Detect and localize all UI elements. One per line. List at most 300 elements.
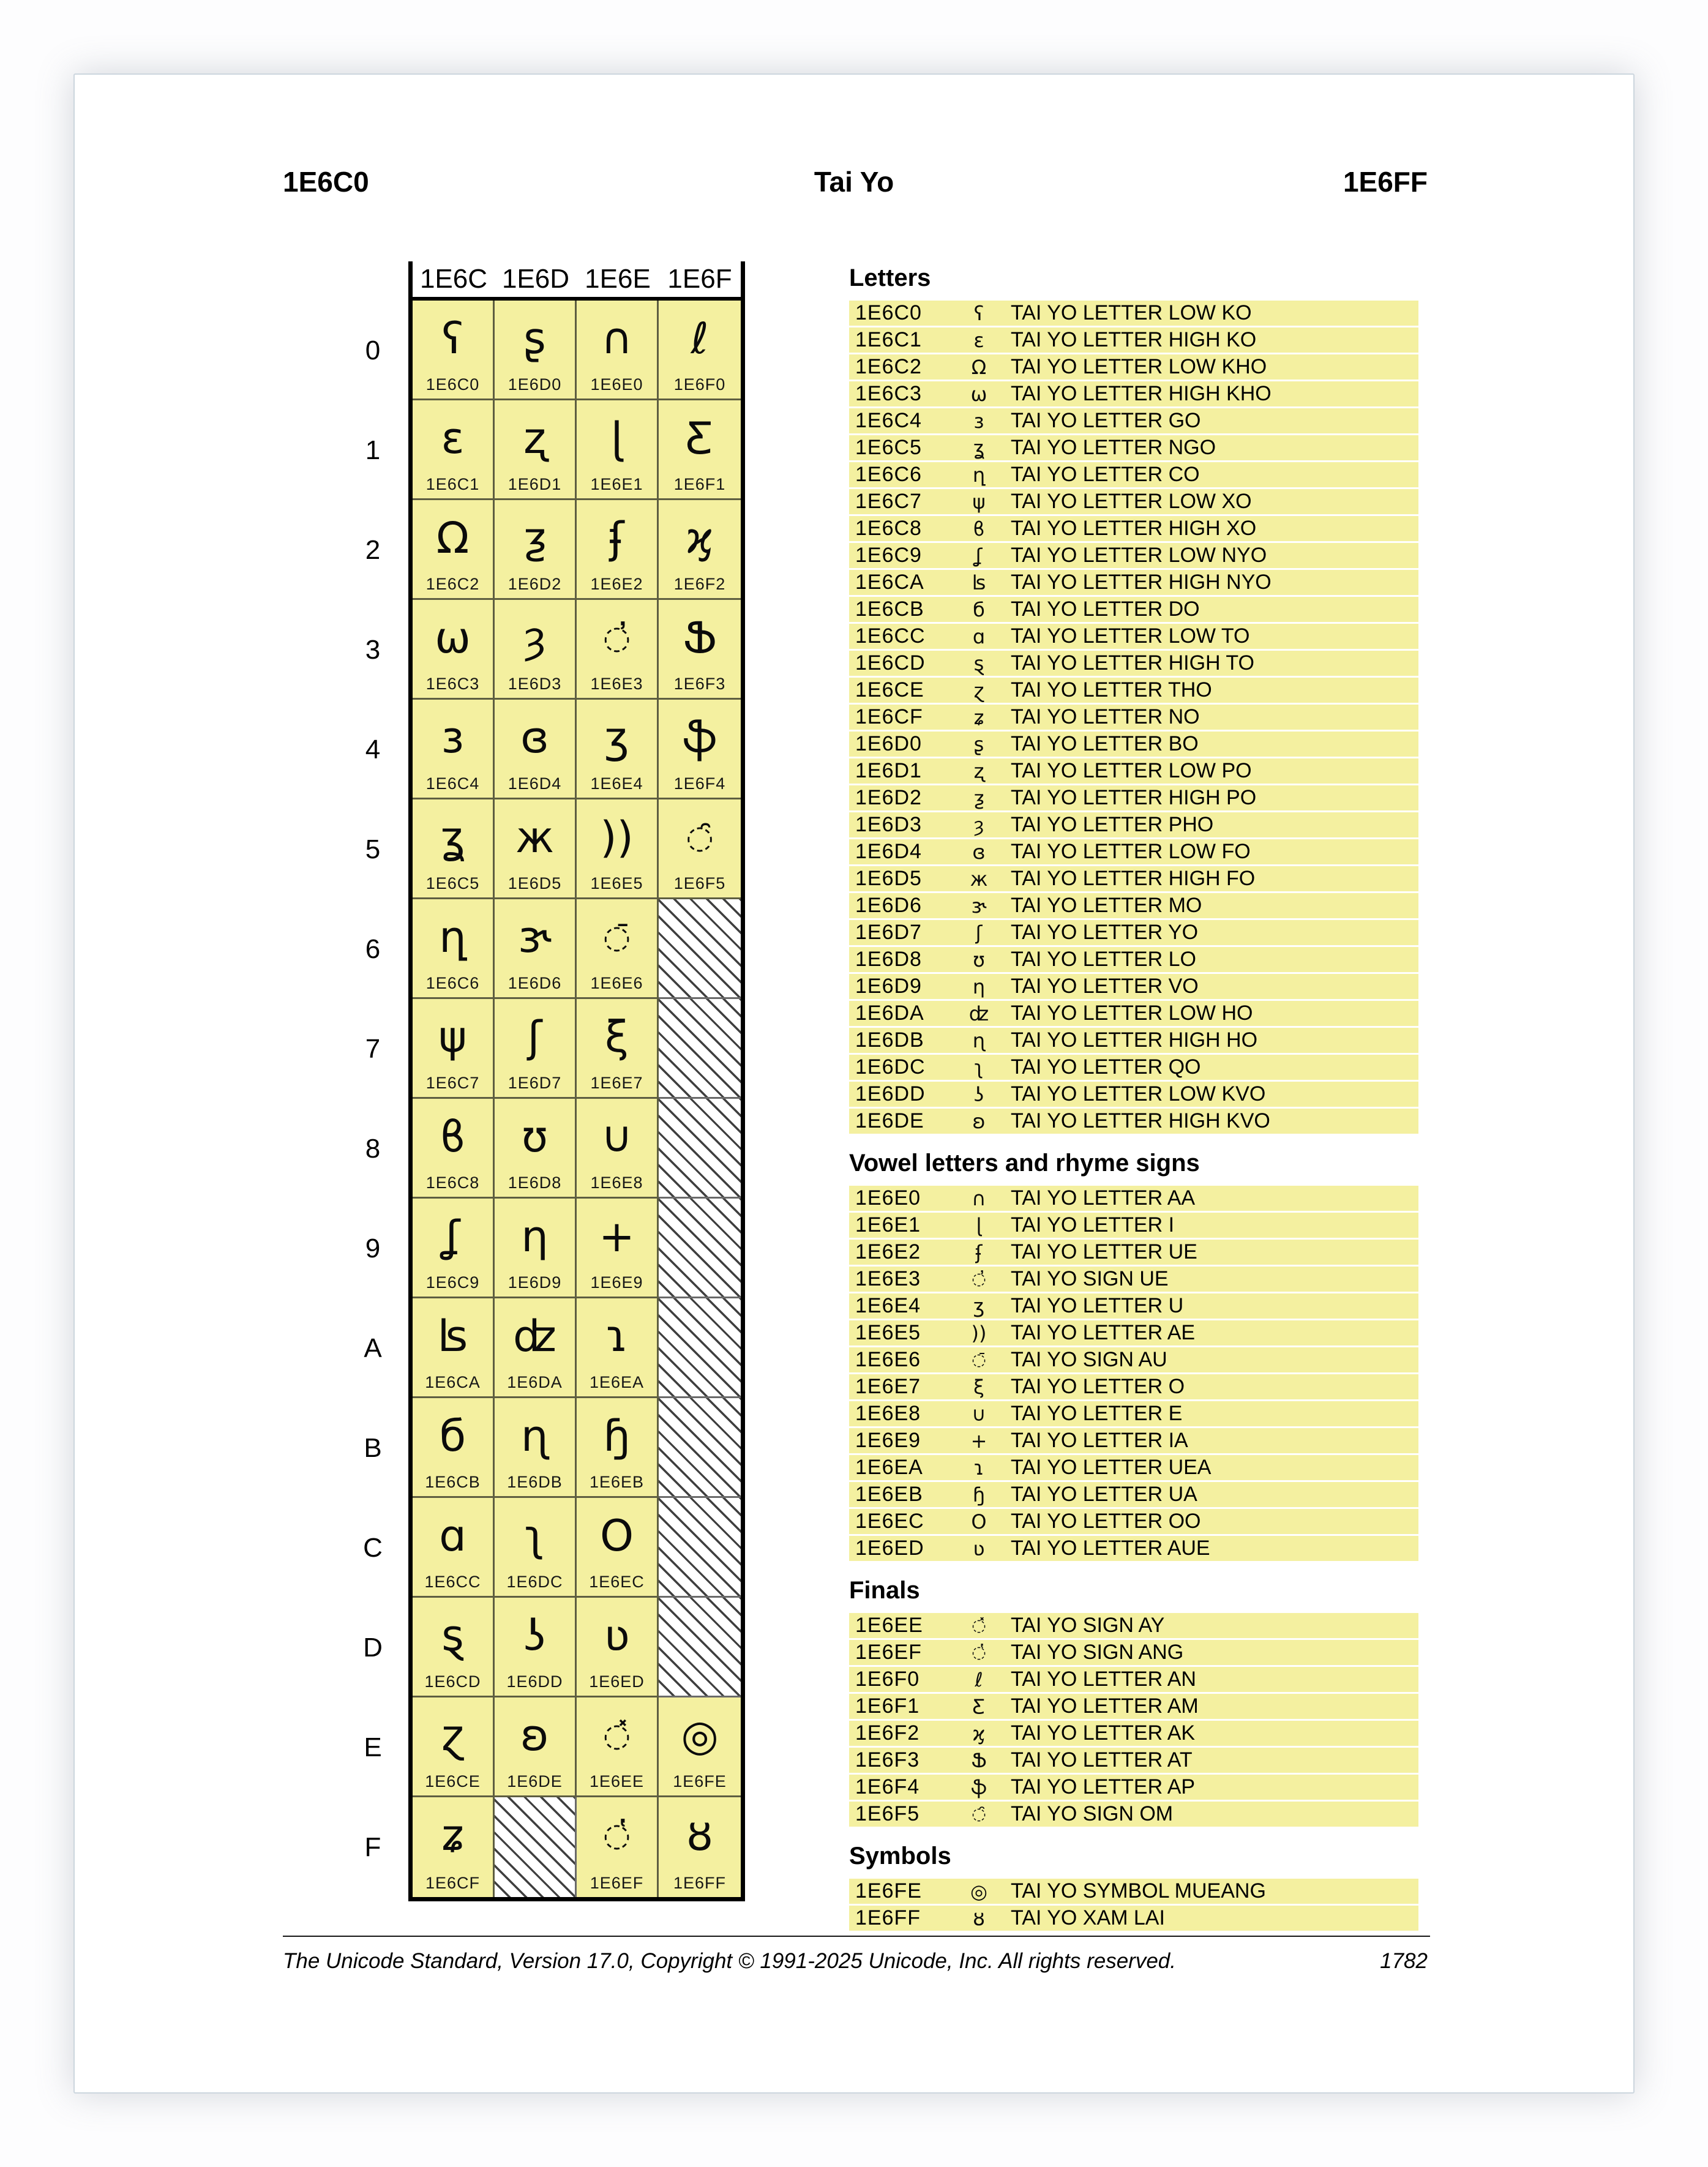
name-row (849, 1240, 1418, 1265)
name-row-code: 1E6EF (855, 1641, 922, 1664)
name-row (849, 1721, 1418, 1746)
page-title: Tai Yo (814, 166, 894, 198)
chart-cell-glyph: ȣ (686, 1810, 713, 1860)
chart-cell (659, 400, 741, 500)
name-row (849, 1109, 1418, 1134)
name-row-name: TAI YO LETTER CO (1011, 463, 1200, 486)
name-row (849, 408, 1418, 433)
chart-cell (495, 1298, 577, 1398)
name-row-name: TAI YO LETTER LOW HO (1011, 1001, 1253, 1025)
name-row (849, 1055, 1418, 1080)
chart-column-header: 1E6C (419, 264, 488, 294)
chart-cell-glyph: ʓ (440, 812, 465, 863)
chart-cell-code: 1E6DE (507, 1772, 563, 1791)
name-row-code: 1E6D9 (855, 975, 922, 998)
chart-cell-code: 1E6E7 (590, 1074, 643, 1092)
name-row-glyph: ʣ (968, 1001, 989, 1025)
name-row-glyph: )) (971, 1321, 987, 1345)
name-row-code: 1E6D3 (855, 813, 922, 836)
chart-cell-code: 1E6C4 (425, 774, 480, 793)
chart-cell (659, 1697, 741, 1797)
name-row (849, 920, 1418, 945)
name-row-code: 1E6D2 (855, 786, 922, 809)
name-row-code: 1E6C6 (855, 463, 922, 486)
chart-cell-glyph: ɝ (518, 912, 552, 962)
chart-cell-glyph: ϐ (440, 1112, 466, 1162)
name-row (849, 1293, 1418, 1319)
chart-row-label: 5 (365, 834, 381, 864)
name-row (849, 1186, 1418, 1211)
name-row-name: TAI YO SYMBOL MUEANG (1011, 1879, 1266, 1903)
chart-cell-glyph: O (599, 1511, 634, 1561)
chart-cell-glyph: ◌̄ (602, 919, 631, 956)
chart-cell (577, 1099, 659, 1199)
name-row-name: TAI YO LETTER MO (1011, 894, 1202, 917)
chart-cell-code: 1E6E0 (590, 375, 643, 394)
name-row-code: 1E6ED (855, 1536, 924, 1560)
name-row-glyph: ɛ (973, 328, 984, 352)
chart-cell (659, 600, 741, 700)
name-row-code: 1E6E8 (855, 1402, 921, 1425)
chart-cell-code: 1E6D4 (508, 774, 562, 793)
name-row-glyph: ʆ (975, 544, 983, 567)
name-row-glyph: ϗ (972, 1721, 986, 1745)
chart-cell (495, 999, 577, 1099)
chart-cell-glyph: ʊ (521, 1112, 549, 1162)
name-row-code: 1E6D6 (855, 894, 922, 917)
chart-cell (413, 700, 495, 799)
chart-cell-glyph: ʆ (445, 1211, 460, 1262)
chart-cell-glyph: ղ (439, 912, 466, 962)
name-row-name: TAI YO LETTER AP (1011, 1775, 1196, 1798)
name-row-glyph: ɧ (972, 1483, 986, 1506)
name-row-name: TAI YO LETTER AA (1011, 1186, 1196, 1210)
name-row (849, 1906, 1418, 1931)
name-row-name: TAI YO LETTER HIGH KHO (1011, 382, 1272, 405)
chart-cell-glyph: ƺ (523, 513, 546, 563)
names-list (849, 263, 1418, 1933)
chart-cell (495, 799, 577, 899)
name-row-code: 1E6E1 (855, 1213, 921, 1237)
chart-cell-glyph: ʕ (441, 313, 464, 364)
name-row-glyph: ◌̓ (972, 1270, 986, 1289)
name-row-name: TAI YO LETTER AE (1011, 1321, 1196, 1344)
name-row-code: 1E6F4 (855, 1775, 920, 1798)
name-row (849, 1001, 1418, 1026)
chart-cell-glyph: Ω (436, 513, 470, 563)
name-row-glyph: ʕ (973, 301, 984, 325)
chart-cell (413, 899, 495, 999)
name-row-code: 1E6FF (855, 1906, 921, 1929)
name-row-name: TAI YO LETTER UEA (1011, 1456, 1212, 1479)
name-row-code: 1E6EE (855, 1614, 923, 1637)
chart-cell-glyph: ◎ (681, 1710, 719, 1761)
chart-row-label: A (364, 1333, 382, 1363)
name-row-name: TAI YO LETTER NO (1011, 705, 1200, 728)
chart-cell-code: 1E6D2 (508, 575, 562, 593)
chart-cell (413, 1199, 495, 1298)
name-row-name: TAI YO LETTER AM (1011, 1694, 1199, 1718)
name-row-glyph: ƞ (972, 975, 986, 998)
name-row-code: 1E6C1 (855, 328, 922, 351)
chart-cell (413, 799, 495, 899)
name-row-name: TAI YO LETTER HIGH FO (1011, 867, 1256, 890)
name-row-name: TAI YO SIGN ANG (1011, 1641, 1184, 1664)
name-row-name: TAI YO LETTER AUE (1011, 1536, 1210, 1560)
chart-row-label: 9 (365, 1233, 381, 1263)
header-end-code: 1E6FF (1343, 166, 1428, 198)
name-row (849, 570, 1418, 595)
chart-cell-code: 1E6EC (589, 1573, 645, 1591)
name-row-name: TAI YO LETTER U (1011, 1294, 1184, 1317)
name-row-glyph: ʅ (974, 1055, 984, 1079)
chart-row-label: 6 (365, 934, 381, 964)
name-row-code: 1E6EB (855, 1483, 923, 1506)
name-row (849, 462, 1418, 487)
name-row (849, 1213, 1418, 1238)
chart-cell-code: 1E6D0 (508, 375, 562, 394)
chart-cell-unassigned (659, 1598, 741, 1697)
chart-cell-glyph: ɛ (441, 413, 465, 463)
name-row-glyph: ʋ (973, 1536, 985, 1560)
name-row-glyph: Ƹ (972, 1694, 986, 1718)
chart-cell-glyph: ɭ (610, 413, 623, 463)
chart-cell-glyph: ◌̑ (686, 819, 714, 856)
name-row-glyph: ◌̑ (972, 1805, 986, 1824)
name-row-name: TAI YO LETTER I (1011, 1213, 1175, 1237)
name-row-code: 1E6DC (855, 1055, 926, 1079)
chart-cell (413, 1797, 495, 1897)
chart-cell-glyph: ◌̓ (602, 619, 631, 656)
chart-cell-code: 1E6C2 (425, 575, 480, 593)
name-row-code: 1E6EA (855, 1456, 923, 1479)
chart-cell-glyph: + (599, 1211, 635, 1262)
chart-cell (495, 500, 577, 600)
name-row-code: 1E6CF (855, 705, 923, 728)
chart-cell-glyph: ȝ (523, 613, 546, 663)
chart-cell (577, 799, 659, 899)
name-row (849, 516, 1418, 541)
chart-cell (577, 1598, 659, 1697)
chart-cell-code: 1E6C6 (425, 974, 480, 992)
name-row-glyph: ◌̔ (972, 1643, 986, 1662)
chart-cell-glyph: ∪ (601, 1112, 633, 1162)
chart-cell-code: 1E6EE (589, 1772, 645, 1791)
name-row-name: TAI YO LETTER HIGH NYO (1011, 571, 1272, 594)
chart-cell (413, 1498, 495, 1598)
name-row-code: 1E6CC (855, 624, 926, 648)
name-row-glyph: ֆ (971, 1775, 987, 1799)
chart-column-headers (408, 261, 745, 297)
chart-cell (413, 1398, 495, 1498)
name-row-glyph: ղ (972, 463, 986, 487)
chart-cell-glyph: б (439, 1411, 466, 1461)
name-row-code: 1E6C4 (855, 409, 922, 432)
chart-cell-code: 1E6C1 (425, 475, 480, 493)
chart-column-header: 1E6D (501, 264, 570, 294)
chart-cell (495, 1697, 577, 1797)
chart-cell-code: 1E6D5 (508, 874, 562, 893)
chart-cell (577, 301, 659, 400)
name-row-code: 1E6CA (855, 571, 924, 594)
chart-column-header: 1E6F (667, 264, 732, 294)
name-row (849, 1267, 1418, 1292)
name-row-code: 1E6D8 (855, 948, 922, 971)
name-row-glyph: ʓ (973, 436, 985, 460)
chart-cell-glyph: ʖ (523, 1611, 546, 1661)
chart-cell (413, 500, 495, 600)
chart-row-label: 7 (365, 1033, 381, 1064)
name-row-code: 1E6E4 (855, 1294, 921, 1317)
chart-cell-unassigned (659, 1298, 741, 1398)
name-row-name: TAI YO LETTER E (1011, 1402, 1183, 1425)
name-row-glyph: ℓ (975, 1667, 983, 1691)
name-row-name: TAI YO LETTER LOW PO (1011, 759, 1252, 782)
chart-cell-glyph: ʚ (520, 1710, 549, 1761)
chart-cell (495, 700, 577, 799)
name-row-glyph: O (971, 1510, 987, 1533)
chart-cell-glyph: ʑ (441, 1810, 464, 1860)
name-row-code: 1E6E7 (855, 1375, 921, 1398)
chart-cell-code: 1E6C5 (425, 874, 480, 893)
name-row-glyph: Ֆ (971, 1748, 987, 1772)
name-row-code: 1E6C3 (855, 382, 922, 405)
name-row (849, 1401, 1418, 1426)
name-row (849, 812, 1418, 837)
name-row (849, 651, 1418, 676)
chart-cell-code: 1E6F5 (673, 874, 726, 893)
name-row (849, 1509, 1418, 1534)
name-row-glyph: ɀ (973, 678, 984, 702)
chart-cell (577, 1298, 659, 1398)
chart-cell-glyph: ◌̽ (602, 1717, 631, 1754)
chart-cell-unassigned (659, 1099, 741, 1199)
chart-cell-code: 1E6E6 (590, 974, 643, 992)
name-row-code: 1E6C2 (855, 355, 922, 378)
name-row-glyph: ɿ (973, 1456, 984, 1480)
name-row (849, 381, 1418, 406)
name-row (849, 1455, 1418, 1480)
chart-cell-code: 1E6CE (425, 1772, 481, 1791)
chart-cell-glyph: ʪ (437, 1311, 468, 1361)
chart-cell-code: 1E6DA (507, 1373, 563, 1391)
chart-cell-glyph: ɞ (520, 713, 549, 763)
chart-cell (495, 600, 577, 700)
name-row-code: 1E6E3 (855, 1267, 921, 1290)
name-row-name: TAI YO XAM LAI (1011, 1906, 1165, 1929)
chart-cell-code: 1E6E9 (590, 1273, 643, 1292)
name-row-glyph: ɭ (976, 1213, 982, 1237)
name-row (849, 301, 1418, 326)
name-row-name: TAI YO LETTER BO (1011, 732, 1199, 755)
chart-cell (413, 301, 495, 400)
chart-cell (659, 1797, 741, 1897)
name-row-name: TAI YO LETTER YO (1011, 921, 1199, 944)
chart-cell-code: 1E6FE (673, 1772, 727, 1791)
chart-row-label: 1 (365, 435, 381, 465)
chart-cell-code: 1E6D8 (508, 1173, 562, 1192)
chart-cell (577, 999, 659, 1099)
name-row-glyph: ȿ (973, 651, 984, 675)
chart-cell-code: 1E6D6 (508, 974, 562, 992)
name-row (849, 1640, 1418, 1665)
chart-cell-code: 1E6D1 (508, 475, 562, 493)
chart-cell-glyph: ɀ (441, 1710, 464, 1761)
chart-cell (577, 700, 659, 799)
name-row-glyph: ∩ (972, 1186, 986, 1210)
name-row-name: TAI YO SIGN UE (1011, 1267, 1169, 1290)
chart-cell-code: 1E6CA (425, 1373, 481, 1391)
chart-cell (659, 500, 741, 600)
name-row-glyph: + (970, 1429, 987, 1453)
chart-cell (495, 899, 577, 999)
name-row-name: TAI YO LETTER UE (1011, 1240, 1197, 1263)
chart-row-label: 3 (365, 634, 381, 665)
name-row-code: 1E6E5 (855, 1321, 921, 1344)
chart-cell-code: 1E6D9 (508, 1273, 562, 1292)
name-row-name: TAI YO LETTER AN (1011, 1667, 1196, 1691)
name-row-name: TAI YO LETTER DO (1011, 597, 1200, 621)
chart-cell (413, 400, 495, 500)
name-row-name: TAI YO LETTER HIGH TO (1011, 651, 1255, 675)
name-row-glyph: ɑ (972, 624, 986, 648)
section-title: Vowel letters and rhyme signs (849, 1150, 1200, 1177)
chart-cell (577, 1199, 659, 1298)
name-row-code: 1E6F2 (855, 1721, 920, 1745)
chart-cell-glyph: ψ (438, 1012, 467, 1062)
name-row-name: TAI YO LETTER LO (1011, 948, 1196, 971)
chart-cell (413, 1298, 495, 1398)
name-row (849, 974, 1418, 999)
name-row-glyph: ƺ (973, 786, 984, 810)
name-row-name: TAI YO LETTER IA (1011, 1429, 1188, 1452)
chart-cell-code: 1E6F4 (673, 774, 726, 793)
chart-row-label: 0 (365, 335, 381, 365)
name-row-glyph: ɝ (971, 894, 987, 918)
chart-cell (577, 400, 659, 500)
chart-cell-code: 1E6F1 (673, 475, 726, 493)
chart-cell-unassigned (659, 1498, 741, 1598)
chart-cell (495, 1398, 577, 1498)
name-row-name: TAI YO LETTER THO (1011, 678, 1212, 702)
name-row-name: TAI YO LETTER HIGH KO (1011, 328, 1257, 351)
section-title: Finals (849, 1577, 920, 1604)
name-row-code: 1E6DD (855, 1082, 926, 1106)
chart-cell (413, 600, 495, 700)
name-row (849, 597, 1418, 622)
chart-cell-code: 1E6DC (506, 1573, 563, 1591)
name-row (849, 624, 1418, 649)
chart-cell-code: 1E6F2 (673, 575, 726, 593)
name-row-glyph: ɜ (973, 409, 984, 433)
name-row-glyph: ʂ (973, 732, 984, 756)
chart-cell-code: 1E6E1 (590, 475, 643, 493)
name-row-glyph: ω (970, 382, 987, 406)
name-row-code: 1E6F5 (855, 1802, 920, 1825)
chart-cell-code: 1E6D3 (508, 675, 562, 693)
name-row-name: TAI YO LETTER AT (1011, 1748, 1193, 1772)
name-row (849, 1082, 1418, 1107)
name-row (849, 1347, 1418, 1372)
section-title: Letters (849, 264, 931, 291)
name-row (849, 354, 1418, 380)
chart-cell-code: 1E6DB (507, 1473, 563, 1491)
chart-cell-glyph: ɧ (603, 1411, 631, 1461)
name-row-code: 1E6CB (855, 597, 924, 621)
name-row-code: 1E6F1 (855, 1694, 920, 1718)
chart-cell-glyph: ʋ (604, 1611, 630, 1661)
name-row-glyph: б (973, 597, 985, 621)
name-row-glyph: ȣ (973, 1906, 985, 1930)
name-row-glyph: ʑ (973, 705, 984, 729)
chart-cell-glyph: ֆ (682, 713, 717, 763)
code-chart (347, 261, 751, 1908)
name-row-name: TAI YO LETTER HIGH KVO (1011, 1109, 1270, 1132)
name-row-code: 1E6CE (855, 678, 924, 702)
name-row (849, 1667, 1418, 1692)
chart-cell-glyph: ʂ (523, 313, 546, 364)
name-row-name: TAI YO LETTER AK (1011, 1721, 1196, 1745)
chart-cell-unassigned (659, 899, 741, 999)
page-number: 1782 (1380, 1949, 1428, 1973)
name-row (849, 785, 1418, 810)
chart-cell-unassigned (659, 999, 741, 1099)
chart-cell-code: 1E6C9 (425, 1273, 480, 1292)
name-row (849, 947, 1418, 972)
name-row-name: TAI YO LETTER LOW FO (1011, 840, 1251, 863)
chart-cell-code: 1E6CC (424, 1573, 481, 1591)
name-row-code: 1E6F3 (855, 1748, 920, 1772)
chart-cell-glyph: ʅ (525, 1511, 545, 1561)
name-row-code: 1E6E2 (855, 1240, 921, 1263)
chart-cell (577, 1797, 659, 1897)
chart-cell-glyph: ξ (604, 1012, 629, 1062)
chart-cell-glyph: ʃ (527, 1012, 542, 1062)
chart-cell (577, 1498, 659, 1598)
chart-cell (495, 400, 577, 500)
name-row (849, 1320, 1418, 1345)
chart-row-label: 2 (365, 534, 381, 565)
name-row (849, 1694, 1418, 1719)
name-row-glyph: ʐ (973, 759, 984, 783)
name-row (849, 1748, 1418, 1773)
chart-row-label: 4 (365, 734, 381, 765)
chart-row-label: E (364, 1732, 382, 1762)
chart-cell-unassigned (495, 1797, 577, 1897)
chart-cell-glyph: ℓ (691, 313, 709, 364)
section-title: Symbols (849, 1843, 951, 1869)
chart-cell (413, 1697, 495, 1797)
chart-cell (495, 301, 577, 400)
chart-cell-code: 1E6DD (506, 1672, 563, 1691)
chart-row-label: B (364, 1432, 382, 1463)
chart-cell-code: 1E6E3 (590, 675, 643, 693)
chart-cell (659, 301, 741, 400)
name-row-name: TAI YO LETTER HIGH XO (1011, 517, 1257, 540)
chart-cell (495, 1099, 577, 1199)
name-row (849, 1613, 1418, 1638)
name-row-code: 1E6FE (855, 1879, 922, 1903)
chart-cell-glyph: ɿ (605, 1311, 629, 1361)
name-row-code: 1E6CD (855, 651, 926, 675)
name-row (849, 705, 1418, 730)
name-row-name: TAI YO LETTER OO (1011, 1510, 1201, 1533)
name-row-name: TAI YO LETTER LOW KVO (1011, 1082, 1266, 1106)
name-row (849, 1482, 1418, 1507)
chart-cell-glyph: Ƹ (685, 413, 714, 463)
chart-cell-code: 1E6CF (425, 1874, 481, 1892)
name-row (849, 866, 1418, 891)
